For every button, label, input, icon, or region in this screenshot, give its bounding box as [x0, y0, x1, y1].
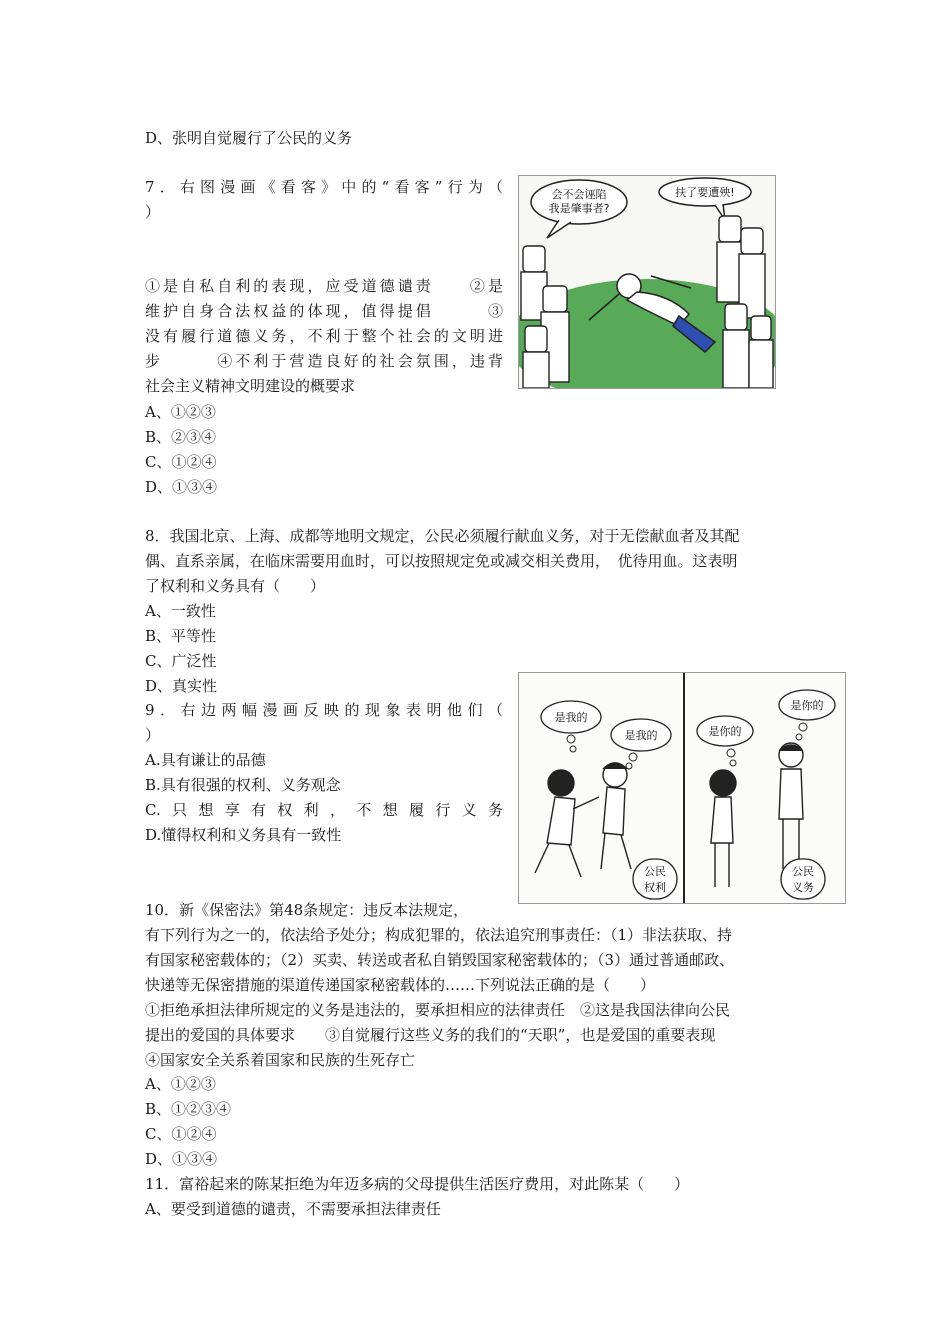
- q9-option-d: D.懂得权利和义务具有一致性: [145, 826, 342, 844]
- q10-stem-line: 10．新《保密法》第48条规定：违反本法规定，: [145, 901, 469, 919]
- q9-stem-paren: ）: [145, 726, 161, 744]
- q8-stem-line: 了权利和义务具有（ ）: [145, 577, 326, 595]
- label-rights-line2: 权利: [644, 881, 666, 894]
- q7-option-c: C、①②④: [145, 453, 217, 471]
- bubble-text: 是我的: [554, 711, 588, 724]
- bubble-text: 是你的: [790, 699, 824, 712]
- q7-statement-line: 没有履行道德义务，不利于整个社会的文明进: [145, 327, 503, 345]
- q8-option-d: D、真实性: [145, 677, 218, 695]
- q11-option-a: A、要受到道德的谴责，不需要承担法律责任: [145, 1200, 441, 1218]
- q7-statement-line: 步 ④不利于营造良好的社会氛围，违背: [145, 352, 503, 370]
- q8-option-b: B、平等性: [145, 627, 217, 645]
- q10-option-d: D、①③④: [145, 1150, 218, 1168]
- bubble-left-line1: 会不会诬陷: [551, 188, 607, 201]
- q8-stem-line: 偶、直系亲属，在临床需要用血时，可以按照规定免或减交相关费用， 优待用血。这表明: [145, 552, 738, 570]
- q7-statement-line: 社会主义精神文明建设的概要求: [145, 377, 356, 395]
- q10-option-c: C、①②④: [145, 1125, 217, 1143]
- q10-stem-line: 快递等无保密措施的渠道传递国家秘密载体的……下列说法正确的是（ ）: [145, 976, 656, 994]
- q8-stem-line: 8．我国北京、上海、成都等地明文规定，公民必须履行献血义务，对于无偿献血者及其配: [145, 527, 740, 545]
- q7-statement-line: 维护自身合法权益的体现，值得提倡 ③: [145, 302, 503, 320]
- q10-statement-line: 提出的爱国的具体要求 ③自觉履行这些义务的我们的“天职”，也是爱国的重要表现: [145, 1026, 716, 1044]
- q10-option-a: A、①②③: [145, 1075, 216, 1093]
- q10-option-b: B、①②③④: [145, 1100, 232, 1118]
- q9-stem: 9．右边两幅漫画反映的现象表明他们（: [145, 701, 503, 719]
- bubble-text: 是你的: [708, 725, 742, 738]
- bubble-right-text: 扶了要遭殃!: [675, 186, 735, 199]
- q8-option-a: A、一致性: [145, 602, 216, 620]
- q7-option-b: B、②③④: [145, 428, 217, 446]
- q9-option-a: A.具有谦让的品德: [145, 751, 266, 769]
- q7-stem: 7．右图漫画《看客》中的“看客”行为（: [145, 178, 503, 196]
- q10-statement-line: ①拒绝承担法律所规定的义务是违法的，要承担相应的法律责任 ②这是我国法律向公民: [145, 1001, 731, 1019]
- bubble-text: 是我的: [624, 729, 658, 742]
- label-rights-line1: 公民: [644, 865, 666, 878]
- label-duties-line2: 义务: [792, 881, 814, 894]
- q7-statement-line: ①是自私自利的表现，应受道德谴责 ②是: [145, 277, 503, 295]
- q6-option-d: D、张明自觉履行了公民的义务: [145, 129, 353, 147]
- q10-stem-line: 有下列行为之一的，依法给予处分；构成犯罪的，依法追究刑事责任：（1）非法获取、持: [145, 926, 733, 944]
- label-duties-line1: 公民: [792, 865, 814, 878]
- q8-option-c: C、广泛性: [145, 652, 217, 670]
- q10-stem-line: 有国家秘密载体的；（2）买卖、转送或者私自销毁国家秘密载体的；（3）通过普通邮政、: [145, 951, 735, 969]
- onlookers-cartoon: [518, 175, 776, 389]
- q11-stem: 11．富裕起来的陈某拒绝为年迈多病的父母提供生活医疗费用，对此陈某（ ）: [145, 1175, 690, 1193]
- q9-option-b: B.具有很强的权利、义务观念: [145, 776, 341, 794]
- q7-stem-paren: ）: [145, 203, 161, 221]
- rights-duties-cartoon: [518, 672, 846, 904]
- q10-statement-line: ④国家安全关系着国家和民族的生死存亡: [145, 1051, 416, 1069]
- bubble-left-line2: 我是肇事者?: [548, 202, 610, 215]
- q7-option-a: A、①②③: [145, 403, 216, 421]
- q9-option-c: C.只想享有权利，不想履行义务: [145, 801, 503, 819]
- q7-option-d: D、①③④: [145, 478, 218, 496]
